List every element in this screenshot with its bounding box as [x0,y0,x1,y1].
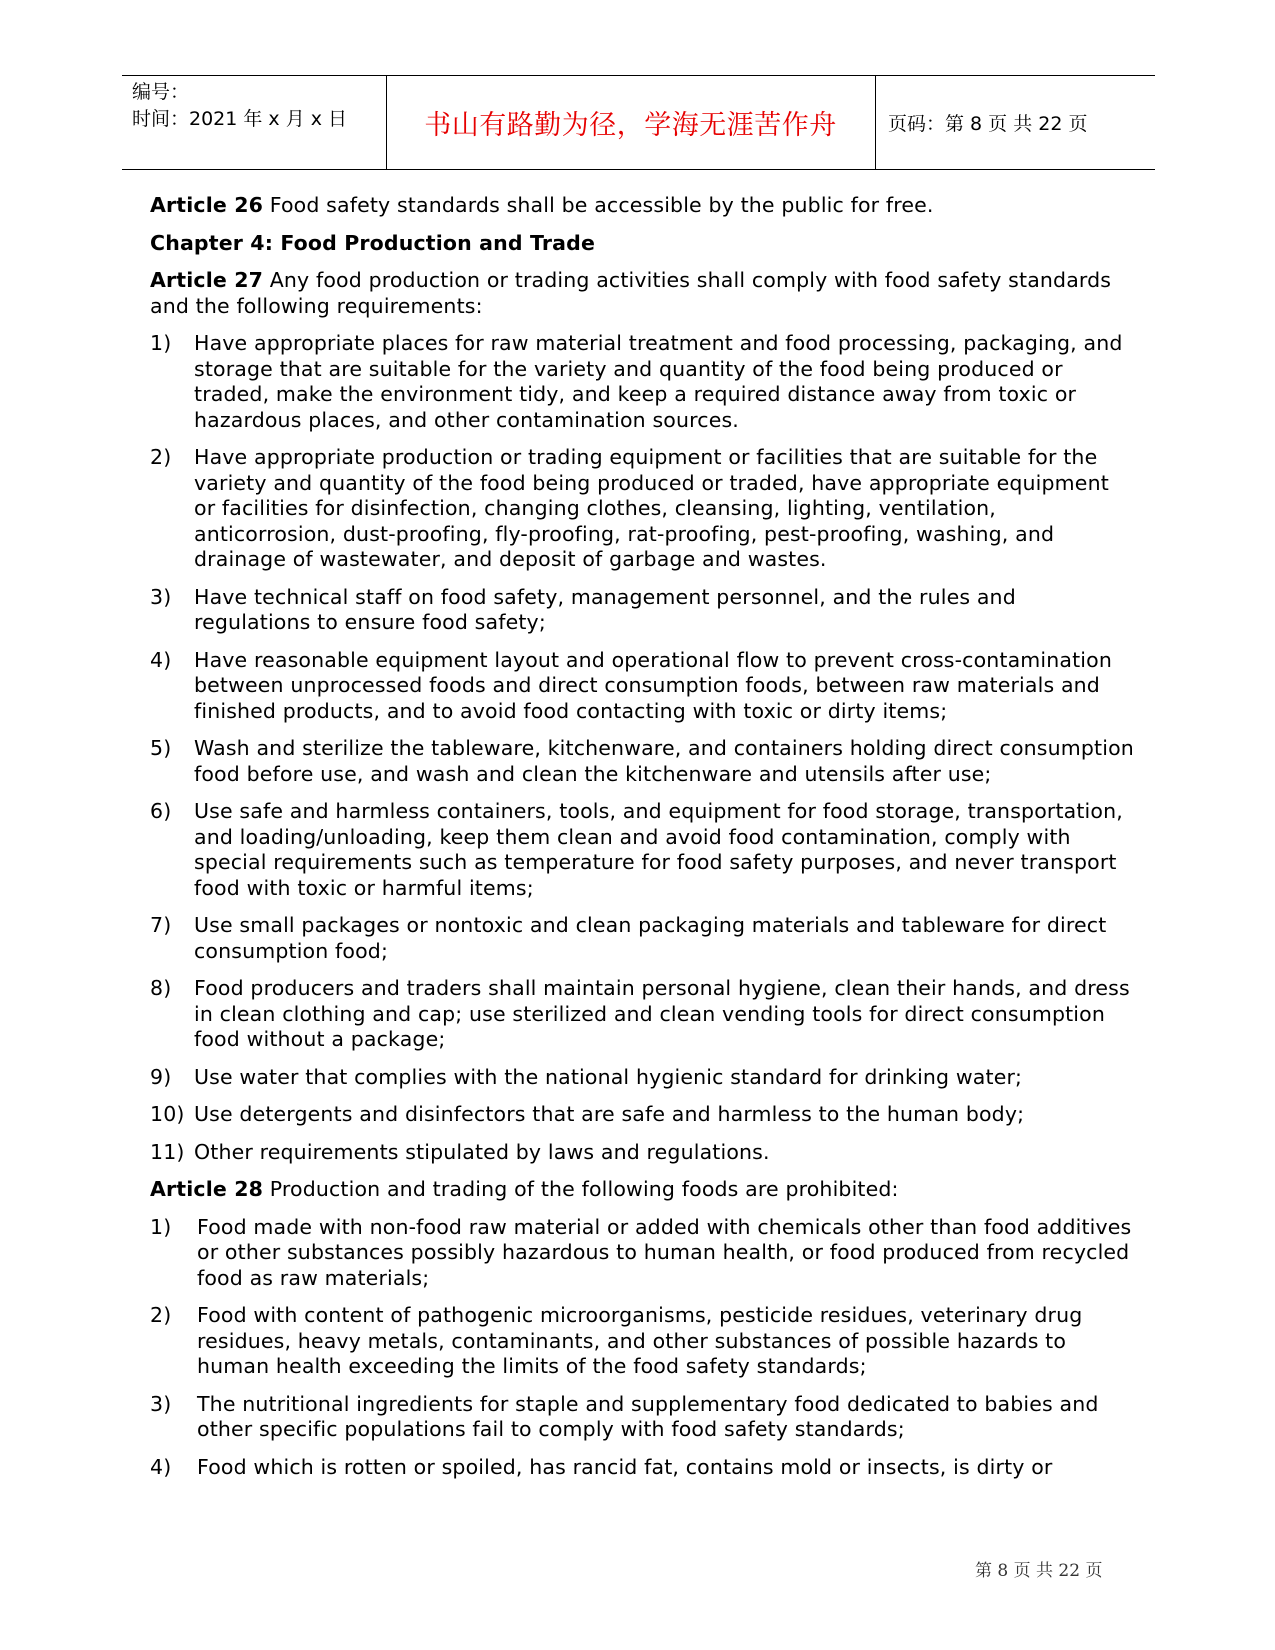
list-item-number: 11) [150,1139,185,1164]
list-item-text: Food with content of pathogenic microorganisms, pesticide residues, veterinary drug residues, heavy metals, contaminants, and other substances of possible hazards to human health exceeding the limits of the food safety standards; [197,1303,1083,1378]
list-item-number: 3) [150,1391,172,1416]
article-26-text: Food safety standards shall be accessible by the public for free. [263,193,934,217]
header-motto-cell [386,76,876,169]
list-item-text: Food producers and traders shall maintain personal hygiene, clean their hands, and dress in clean clothing and cap; use sterilized and clean vending tools for direct consumption food without a package; [194,976,1130,1051]
article-27-label: Article 27 [150,268,264,292]
list-item [150,1140,1135,1166]
list-item-text: Use detergents and disinfectors that are safe and harmless to the human body; [194,1102,1025,1126]
list-item [150,1455,1135,1481]
list-item-number: 1) [150,331,172,355]
list-item [150,585,1135,636]
list-item-number: 2) [150,445,172,469]
list-item [150,736,1135,787]
list-item-text: Use safe and harmless containers, tools, and equipment for food storage, transportation, and loading/unloading, keep them clean and avoid food contamination, comply with special requirements such as temperature for food safety purposes, and never transport food with toxic or harmful items; [194,799,1123,900]
list-item-text: Have appropriate production or trading equipment or facilities that are suitable for the variety and quantity of the food being produced or traded, have appropriate equipment or facilities for disinfection, changing clothes, cleansing, lighting, ventilation, anticorrosion, dust-proofing, fly-proofing, rat-proofing, pest-proofing, washing, and drainage of wastewater, and deposit of garbage and wastes. [194,445,1109,571]
article-28-label: Article 28 [150,1177,264,1201]
list-item-text: Wash and sterilize the tableware, kitchenware, and containers holding direct consumption food before use, and wash and clean the kitchenware and utensils after use; [194,736,1134,786]
list-item-text: Use small packages or nontoxic and clean packaging materials and tableware for direct consumption food; [194,913,1107,963]
list-item [150,1102,1135,1128]
list-item-text: Other requirements stipulated by laws and regulations. [194,1139,770,1164]
list-item-number: 4) [150,647,172,672]
article-26-label: Article 26 [150,193,264,217]
document-header [122,75,1155,170]
list-item-text: Have technical staff on food safety, management personnel, and the rules and regulations to ensure food safety; [194,584,1016,634]
header-meta-cell [122,76,387,169]
list-item-number: 3) [150,584,172,609]
list-item [150,331,1135,433]
list-item [150,799,1135,901]
article-27 [150,268,1135,319]
article-28-text: Production and trading of the following foods are prohibited: [263,1177,899,1201]
page-info: 页码：第 8 页 共 22 页 [888,113,1088,135]
article-27-text: Any food production or trading activities shall comply with food safety standards and the following requirements: [150,268,1112,318]
list-item-number: 6) [150,799,172,823]
list-item [150,445,1135,573]
list-item-number: 2) [150,1303,172,1327]
list-item-number: 10) [150,1102,185,1126]
document-body [150,193,1135,1492]
article-28 [150,1177,1135,1203]
list-item-text: The nutritional ingredients for staple and supplementary food dedicated to babies and other specific populations fail to comply with food safety standards; [197,1391,1099,1441]
list-item-text: Have appropriate places for raw material treatment and food processing, packaging, and storage that are suitable for the variety and quantity of the food being produced or traded, make the environment tidy, and keep a required distance away from toxic or hazardous places, and other contamination sources. [194,331,1123,432]
list-item-number: 9) [150,1064,172,1089]
list-item-number: 4) [150,1454,172,1479]
list-item [150,1303,1135,1380]
time-label: 时间：2021 年 x 月 x 日 [132,108,348,130]
list-item-number: 8) [150,976,172,1000]
list-item-text: Have reasonable equipment layout and operational flow to prevent cross-contamination between unprocessed foods and direct consumption foods, between raw materials and finished products, and to avoid food contacting with toxic or dirty items; [194,647,1112,723]
list-item [150,648,1135,725]
chapter-title: Chapter 4: Food Production and Trade [150,230,596,255]
motto-text: 书山有路勤为径，学海无涯苦作舟 [424,110,837,141]
list-item-text: Use water that complies with the national hygienic standard for drinking water; [194,1064,1023,1089]
list-item-text: Food which is rotten or spoiled, has rancid fat, contains mold or insects, is dirty or [197,1454,1053,1479]
list-item-text: Food made with non-food raw material or added with chemicals other than food additives or other substances possibly hazardous to human health, or food produced from recycled food as raw materials; [197,1214,1132,1290]
list-item [150,1215,1135,1292]
page-footer: 第 8 页 共 22 页 [975,1561,1103,1581]
list-item-number: 1) [150,1214,172,1239]
article-28-list [150,1215,1135,1481]
list-item-number: 5) [150,736,172,760]
number-label: 编号： [132,81,190,103]
list-item [150,1065,1135,1091]
list-item [150,1392,1135,1443]
list-item-number: 7) [150,913,172,937]
list-item [150,913,1135,964]
article-26 [150,193,1135,219]
list-item [150,976,1135,1053]
article-27-list [150,331,1135,1165]
header-page-cell [876,76,1155,169]
